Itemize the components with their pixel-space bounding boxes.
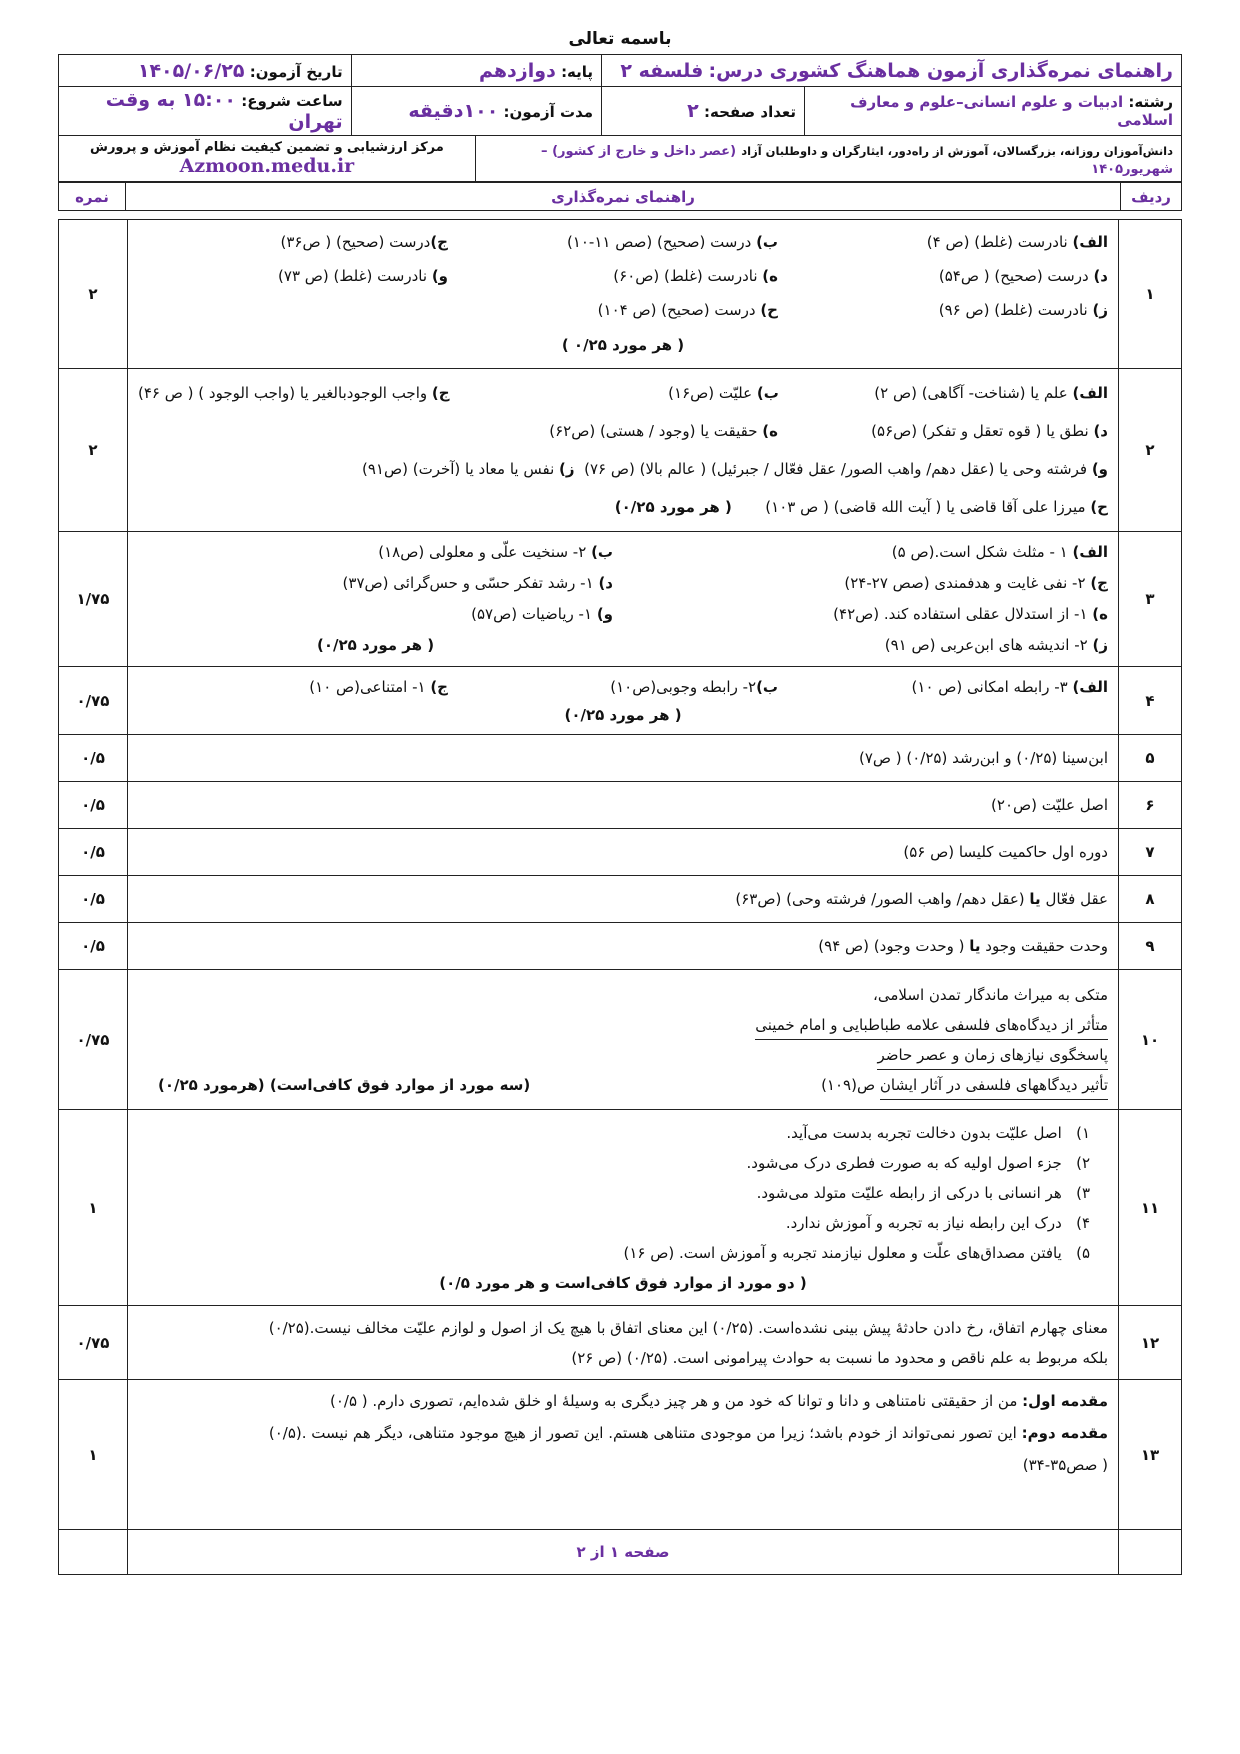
premise-label: مقدمه اول: xyxy=(1022,1392,1108,1410)
item-label: د) xyxy=(1093,267,1108,285)
grade-label: پایه: xyxy=(561,62,594,81)
website: Azmoon.medu.ir xyxy=(179,155,355,177)
guide-label: راهنمای نمره‌گذاری آزمون هماهنگ کشوری درس: xyxy=(708,59,1173,82)
answer-line: پاسخگوی نیازهای زمان و عصر حاضر xyxy=(877,1041,1108,1070)
item-text: نادرست (غلط) (ص ۹۶) xyxy=(938,301,1093,319)
list-number: ۱) xyxy=(1076,1123,1090,1142)
table-row xyxy=(59,1306,1182,1380)
table-row xyxy=(59,532,1182,667)
item-text: نطق یا ( قوه تعقل و تفکر) (ص۵۶) xyxy=(871,422,1094,440)
table-row xyxy=(59,970,1182,1110)
basmala: باسمه تعالی xyxy=(568,29,672,49)
duration-value: ۱۰۰دقیقه xyxy=(408,100,499,122)
scoring-note: (سه مورد از موارد فوق کافی‌است) (هرمورد ۰/۲۵) xyxy=(158,1075,531,1094)
item-text: ۱- رشد تفکر حسّی و حس‌گرائی (ص۳۷) xyxy=(342,574,599,592)
list-number: ۲) xyxy=(1076,1153,1090,1172)
item-label: ب) xyxy=(756,384,779,402)
score: ۱ xyxy=(59,1110,128,1306)
item-label: د) xyxy=(598,574,613,592)
course-name: فلسفه ۲ xyxy=(620,59,704,82)
answer-text: ( وحدت وجود) (ص ۹۴) xyxy=(818,937,970,955)
table-row xyxy=(59,782,1182,829)
item-text: ۱- از استدلال عقلی استفاده کند. (ص۴۲) xyxy=(833,605,1093,623)
pages-label: تعداد صفحه: xyxy=(703,103,796,121)
score: ۰/۵ xyxy=(59,876,128,923)
list-item: جزء اصول اولیه که به صورت فطری درک می‌شود. xyxy=(746,1153,1062,1172)
item-label: و) xyxy=(431,267,448,285)
score: ۰/۷۵ xyxy=(59,667,128,735)
table-row xyxy=(59,220,1182,369)
grade-value: دوازدهم xyxy=(478,59,556,82)
answer-cell xyxy=(128,1110,1119,1306)
score: ۲ xyxy=(59,369,128,532)
item-label: ح) xyxy=(760,301,778,319)
scoring-note: ( دو مورد از موارد فوق کافی‌است و هر مورد ۰/۵) xyxy=(439,1273,807,1292)
item-text: درست (صحیح) (صص ۱۱-۱۰) xyxy=(566,233,757,251)
premise-label: مقدمه دوم: xyxy=(1021,1424,1108,1442)
item-label: ب) xyxy=(756,233,778,251)
question-number: ۷ xyxy=(1119,829,1182,876)
or-word: یا xyxy=(969,937,981,955)
premise-text: این تصور نمی‌تواند از خودم باشد؛ زیرا من موجودی متناهی هستم. این تصور از هیچ موجود متناهی، دیگر هم نیست .(۰/۵) xyxy=(268,1424,1022,1442)
answer-key-page xyxy=(58,24,1182,1575)
start-label: ساعت شروع: xyxy=(241,92,343,110)
item-text: میرزا علی آقا قاضی یا ( آیت الله قاضی) ( ص ۱۰۳) xyxy=(765,498,1091,516)
score: ۰/۷۵ xyxy=(59,970,128,1110)
date-label: تاریخ آزمون: xyxy=(249,62,343,81)
item-text: ۲- سنخیت علّی و معلولی (ص۱۸) xyxy=(378,543,592,561)
item-label: ب) xyxy=(591,543,613,561)
list-item: هر انسانی با درکی از رابطه علیّت متولد می‌شود. xyxy=(756,1183,1062,1202)
item-text: نادرست (غلط) (ص ۴) xyxy=(926,233,1073,251)
item-text: ۱- ریاضیات (ص۵۷) xyxy=(471,605,597,623)
question-number: ۱۱ xyxy=(1119,1110,1182,1306)
item-label: ز) xyxy=(1092,301,1108,319)
answer-text: ابن‌سینا (۰/۲۵) و ابن‌رشد (۰/۲۵) ( ص۷) xyxy=(128,735,1119,782)
date-value: ۱۴۰۵/۰۶/۲۵ xyxy=(137,59,245,82)
item-label: ج) xyxy=(430,233,448,251)
question-number: ۱۰ xyxy=(1119,970,1182,1110)
scoring-note: ( هر مورد ۰/۲۵) xyxy=(564,705,682,724)
question-number: ۴ xyxy=(1119,667,1182,735)
question-number: ۸ xyxy=(1119,876,1182,923)
table-row xyxy=(59,923,1182,970)
item-text: درست (صحیح) ( ص۳۶) xyxy=(280,233,431,251)
item-text: نادرست (غلط) (ص۶۰) xyxy=(613,267,763,285)
exam-header xyxy=(58,54,1182,182)
answer-text: عقل فعّال xyxy=(1040,890,1108,908)
item-label: ز) xyxy=(559,460,575,478)
list-item: اصل علیّت بدون دخالت تجربه بدست می‌آید. xyxy=(786,1123,1062,1142)
page-ref: ( صص۳۵-۳۴) xyxy=(1022,1456,1108,1474)
scoring-note: ( هر مورد ۰/۲۵) xyxy=(614,498,732,516)
score: ۰/۵ xyxy=(59,829,128,876)
item-label: ه) xyxy=(762,422,778,440)
scoring-note: ( هر مورد ۰/۲۵) xyxy=(316,636,435,654)
question-number: ۲ xyxy=(1119,369,1182,532)
list-number: ۵) xyxy=(1076,1243,1090,1262)
item-text: علم یا (شناخت- آگاهی) (ص ۲) xyxy=(874,384,1073,402)
pages-value: ۲ xyxy=(687,100,699,122)
item-label: ج) xyxy=(430,677,448,696)
item-label: ح) xyxy=(1090,498,1108,516)
page-number: صفحه ۱ از ۲ xyxy=(128,1530,1119,1575)
score: ۰/۵ xyxy=(59,735,128,782)
item-text: درست (صحیح) (ص ۱۰۴) xyxy=(597,301,761,319)
table-row xyxy=(59,1380,1182,1530)
or-word: یا xyxy=(1029,890,1041,908)
item-text: فرشته وحی یا (عقل دهم/ واهب الصور/ عقل فعّال / جبرئیل) ( عالم بالا) (ص ۷۶) xyxy=(584,460,1092,478)
col-row: ردیف xyxy=(1121,183,1182,211)
table-row xyxy=(59,1530,1182,1575)
answer-cell xyxy=(128,369,1119,532)
answer-cell xyxy=(128,970,1119,1110)
question-number: ۵ xyxy=(1119,735,1182,782)
answer-text: (عقل دهم/ واهب الصور/ فرشته وحی) (ص۶۳) xyxy=(735,890,1030,908)
question-number: ۱۲ xyxy=(1119,1306,1182,1380)
answer-cell xyxy=(128,923,1119,970)
item-label: ه) xyxy=(762,267,778,285)
item-text: ۱- امتناعی(ص ۱۰) xyxy=(309,677,431,696)
table-row xyxy=(59,735,1182,782)
item-text: درست (صحیح) ( ص۵۴) xyxy=(938,267,1094,285)
answer-line: متأثر از دیدگاه‌های فلسفی علامه طباطبایی و امام خمینی xyxy=(755,1011,1108,1040)
audience-text: دانش‌آموزان روزانه، بزرگسالان، آموزش از راه‌دور، ایثارگران و داوطلبان آزاد xyxy=(741,143,1173,158)
question-number: ۱ xyxy=(1119,220,1182,369)
start-value: ۱۵:۰۰ به وقت تهران xyxy=(105,89,343,133)
col-score: نمره xyxy=(59,183,126,211)
answer-cell xyxy=(128,876,1119,923)
item-text: علیّت (ص۱۶) xyxy=(668,384,757,402)
table-row xyxy=(59,1110,1182,1306)
item-label: ج) xyxy=(431,384,450,402)
column-headers xyxy=(58,182,1182,211)
item-text: حقیقت یا (وجود / هستی) (ص۶۲) xyxy=(549,422,763,440)
score: ۰/۷۵ xyxy=(59,1306,128,1380)
answer-cell xyxy=(128,1380,1119,1530)
answer-text: وحدت حقیقت وجود xyxy=(980,937,1108,955)
item-label: الف) xyxy=(1072,384,1108,402)
answer-cell xyxy=(128,220,1119,369)
score: ۰/۵ xyxy=(59,782,128,829)
field-label: رشته: xyxy=(1128,93,1173,111)
list-number: ۳) xyxy=(1076,1183,1090,1202)
page-ref: ص(۱۰۹) xyxy=(821,1075,880,1094)
list-item: یافتن مصداق‌های علّت و معلول نیازمند تجربه و آموزش است. (ص ۱۶) xyxy=(623,1243,1062,1262)
item-text: ۳- رابطه امکانی (ص ۱۰) xyxy=(911,677,1073,696)
question-number: ۳ xyxy=(1119,532,1182,667)
question-number: ۶ xyxy=(1119,782,1182,829)
score: ۱/۷۵ xyxy=(59,532,128,667)
item-label: ج) xyxy=(1090,574,1108,592)
audience-session: (عصر داخل و خارج از کشور) – شهریور۱۴۰۵ xyxy=(541,143,1173,177)
answer-text: اصل علیّت (ص۲۰) xyxy=(128,782,1119,829)
answer-line: تأثیر دیدگاههای فلسفی در آثار ایشان xyxy=(880,1071,1108,1100)
answer-cell xyxy=(128,532,1119,667)
item-label: ز) xyxy=(1092,636,1108,654)
answer-cell xyxy=(128,667,1119,735)
question-number: ۹ xyxy=(1119,923,1182,970)
item-label: الف) xyxy=(1072,233,1108,251)
item-label: و) xyxy=(596,605,613,623)
item-text: ۱ - مثلث شکل است.(ص ۵) xyxy=(891,543,1073,561)
list-item: درک این رابطه نیاز به تجربه و آموزش ندارد. xyxy=(785,1213,1062,1232)
score: ۱ xyxy=(59,1380,128,1530)
question-number: ۱۳ xyxy=(1119,1380,1182,1530)
premise-text: من از حقیقتی نامتناهی و دانا و توانا که خود من و هر چیز دیگری به وسیلهٔ او خلق شده‌ایم، تصوری دارم. ( ۰/۵) xyxy=(329,1392,1023,1410)
item-text: نفس یا معاد یا (آخرت) (ص۹۱) xyxy=(362,460,560,478)
answer-line: بلکه مربوط به علم ناقص و محدود ما نسبت به حوادث پیرامونی است. (۰/۲۵) (ص ۲۶) xyxy=(571,1348,1108,1367)
field-value: ادبیات و علوم انسانی–علوم و معارف اسلامی xyxy=(850,93,1173,129)
list-number: ۴) xyxy=(1076,1213,1090,1232)
scoring-note: ( هر مورد ۰/۲۵ ) xyxy=(561,336,685,354)
score: ۰/۵ xyxy=(59,923,128,970)
col-guide: راهنمای نمره‌گذاری xyxy=(126,183,1121,211)
item-label: ب) xyxy=(756,677,778,696)
answer-cell xyxy=(128,1306,1119,1380)
item-label: د) xyxy=(1093,422,1108,440)
item-text: ۲- رابطه وجوبی(ص۱۰) xyxy=(610,677,757,696)
table-row xyxy=(59,667,1182,735)
answer-line: معنای چهارم اتفاق، رخ دادن حادثهٔ پیش بینی نشده‌است. (۰/۲۵) این معنای اتفاق با هیچ یک از اصول و لوازم علیّت مخالف نیست.(۰/۲۵) xyxy=(268,1318,1108,1337)
item-text: ۲- نفی غایت و هدفمندی (صص ۲۷-۲۴) xyxy=(844,574,1091,592)
table-row xyxy=(59,876,1182,923)
table-row xyxy=(59,369,1182,532)
answer-line: متکی به میراث ماندگار تمدن اسلامی، xyxy=(873,985,1108,1004)
item-text: واجب الوجودبالغیر یا (واجب الوجود ) ( ص ۴۶) xyxy=(138,384,432,402)
answer-text: دوره اول حاکمیت کلیسا (ص ۵۶) xyxy=(128,829,1119,876)
duration-label: مدت آزمون: xyxy=(503,103,594,121)
item-label: و) xyxy=(1091,460,1108,478)
answers-table xyxy=(58,219,1182,1575)
item-label: الف) xyxy=(1072,543,1108,561)
item-text: نادرست (غلط) (ص ۷۳) xyxy=(278,267,432,285)
center-name: مرکز ارزشیابی و تضمین کیفیت نظام آموزش و پرورش xyxy=(90,140,444,155)
score: ۲ xyxy=(59,220,128,369)
table-row xyxy=(59,829,1182,876)
item-label: الف) xyxy=(1072,677,1108,696)
item-label: ه) xyxy=(1092,605,1108,623)
item-text: ۲- اندیشه های ابن‌عربی (ص ۹۱) xyxy=(884,636,1093,654)
